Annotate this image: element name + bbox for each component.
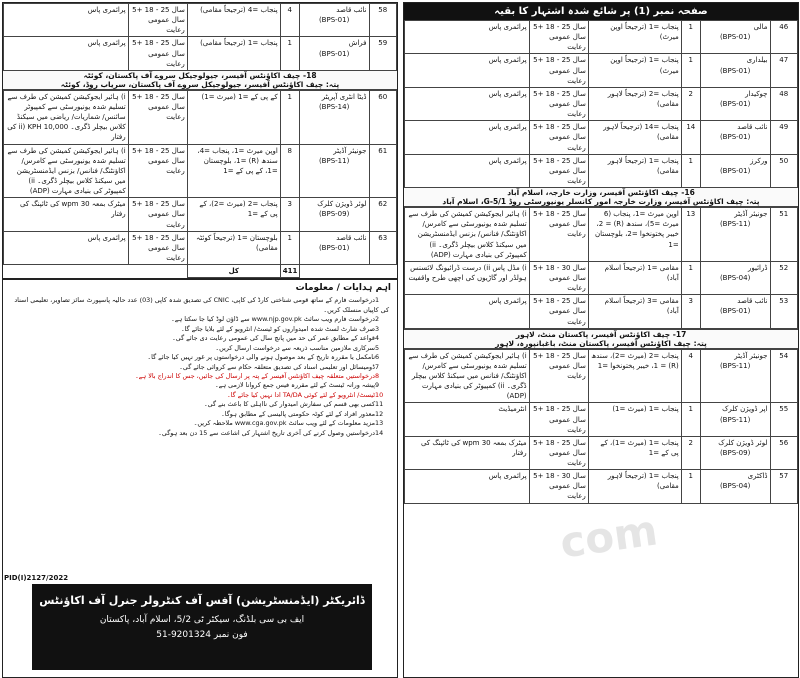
serial-number-cell: 49 xyxy=(770,121,798,154)
continuation-header: صفحہ نمبر (1) پر شائع شدہ اشتہار کا بقیہ xyxy=(404,3,798,20)
qualification-cell: پرائمری پاس xyxy=(4,231,129,264)
post-name-cell xyxy=(299,4,369,37)
vacancy-table-left-b xyxy=(3,90,397,278)
total-label: کل xyxy=(187,265,280,278)
pay-scale: (BPS-11) xyxy=(719,220,751,229)
instruction-item xyxy=(7,334,389,343)
pay-scale: (BPS-01) xyxy=(318,49,350,58)
pay-scale: (BPS-09) xyxy=(318,210,350,219)
total-value: 411 xyxy=(280,265,299,278)
post-name-cell xyxy=(700,87,770,120)
instruction-item xyxy=(7,325,389,334)
post-count-cell: 1 xyxy=(681,470,700,503)
post-title: نائب قاصد xyxy=(336,6,367,14)
instruction-text: درخواست فارم ویب سائٹ www.njp.gov.pk سے ڈاؤن لوڈ کیا جا سکتا ہے۔ xyxy=(171,315,375,324)
instruction-item xyxy=(7,419,389,428)
pay-scale: (BPS-01) xyxy=(318,243,350,252)
post-title: نائب قاصد xyxy=(737,123,768,132)
post-title: ورکرز xyxy=(750,156,768,165)
pay-scale: (BPS-01) xyxy=(719,166,751,175)
qualification-cell: پرائمری پاس xyxy=(405,470,530,503)
post-count-cell: 2 xyxy=(681,436,700,469)
qualification-cell: i) ہائیر ایجوکیشن کمیشن کی طرف سے تسلیم شدہ یونیورسٹی سے کامرس/ اکاؤنٹنگ/ فنانس/ بزنس ایڈمنسٹریشن میں سیکنڈ کلاس بیچلر ڈگری۔ ii) کمپیوٹر کی بنیادی مہارت (ADP) xyxy=(4,144,129,198)
qualification-cell: پرائمری پاس xyxy=(405,154,530,187)
post-count-cell: 14 xyxy=(681,121,700,154)
instruction-number: 4 xyxy=(375,334,380,343)
instruction-number: 8 xyxy=(375,371,380,380)
qualification-cell: میٹرک بمعہ wpm 30 کی ٹائپنگ کی رفتار xyxy=(405,436,530,469)
vacancy-table-left-a xyxy=(3,3,397,71)
post-title: جونیئر آڈیٹر xyxy=(333,146,367,155)
table-row xyxy=(405,436,798,469)
quota-cell: پنجاب =1 (میرٹ =1)، کے پی کے =1 xyxy=(588,436,681,469)
post-title: ڈیٹا انٹری آپریٹر xyxy=(321,92,367,101)
post-name-cell xyxy=(700,436,770,469)
quota-cell: پنجاب =2 (میرٹ =2)، کے پی کے =1 xyxy=(187,198,280,231)
instruction-item xyxy=(7,315,389,324)
instruction-item xyxy=(7,381,389,390)
post-name-cell xyxy=(700,54,770,87)
serial-number-cell: 57 xyxy=(770,470,798,503)
instruction-item xyxy=(7,410,389,419)
instruction-text: صرف شارٹ لسٹ شدہ امیدواروں کو ٹیسٹ/ انٹرویو کے لئے بلایا جائے گا۔ xyxy=(180,324,375,333)
post-title: چوکیدار xyxy=(745,89,768,98)
age-limit-cell: سال 25 - 18 +5 سال عمومی رعایت xyxy=(529,436,588,469)
table-row xyxy=(405,470,798,503)
instruction-number: 11 xyxy=(375,400,384,409)
post-name-cell xyxy=(700,295,770,328)
instruction-item xyxy=(7,391,389,400)
instruction-item xyxy=(7,296,389,315)
age-limit-cell: سال 25 - 18 +5 سال عمومی رعایت xyxy=(128,37,187,70)
age-limit-cell: سال 25 - 18 +5 سال عمومی رعایت xyxy=(529,21,588,54)
quota-cell: کے پی کے =1 (میرٹ =1) xyxy=(187,90,280,144)
quota-cell: پنجاب =4 (ترجیحاً مقامی) xyxy=(187,4,280,37)
watermark-text: com xyxy=(557,505,661,568)
pay-scale: (BPS-04) xyxy=(719,482,751,491)
instructions-heading: اہم ہدایات / معلومات xyxy=(3,278,397,296)
vacancy-table-right-c xyxy=(404,349,798,504)
post-name-cell xyxy=(299,37,369,70)
instruction-item xyxy=(7,363,389,372)
age-limit-cell: سال 25 - 18 +5 سال عمومی رعایت xyxy=(529,349,588,403)
instruction-text: ڈومیسائل اور تعلیمی اسناد کی تصدیق متعلقہ حکام سے کروائی جائے گی۔ xyxy=(179,362,375,371)
section-18-address: پتہ: چیف اکاؤنٹس آفیسر، جیولوجیکل سروے آف پاکستان، سریاب روڈ، کوئٹہ xyxy=(60,79,340,89)
section-16-title: 16- چیف اکاؤنٹس آفیسر، وزارت خارجہ، اسلام آباد xyxy=(507,188,695,198)
instruction-item xyxy=(7,429,389,438)
age-limit-cell: سال 25 - 18 +5 سال عمومی رعایت xyxy=(128,4,187,37)
qualification-cell: میٹرک بمعہ wpm 30 کی ٹائپنگ کی رفتار xyxy=(4,198,129,231)
instruction-number: 7 xyxy=(375,362,380,371)
post-name-cell xyxy=(299,231,369,264)
serial-number-cell: 52 xyxy=(770,261,798,294)
serial-number-cell: 47 xyxy=(770,54,798,87)
qualification-cell: پرائمری پاس xyxy=(405,87,530,120)
serial-number-cell: 46 xyxy=(770,21,798,54)
post-count-cell: 2 xyxy=(681,87,700,120)
instruction-number: 12 xyxy=(375,409,384,418)
qualification-cell: پرائمری پاس xyxy=(4,37,129,70)
serial-number-cell: 62 xyxy=(369,198,397,231)
serial-number-cell: 54 xyxy=(770,349,798,403)
instruction-number: 9 xyxy=(375,381,380,390)
age-limit-cell: سال 25 - 18 +5 سال عمومی رعایت xyxy=(529,121,588,154)
serial-number-cell: 48 xyxy=(770,87,798,120)
age-limit-cell: سال 25 - 18 +5 سال عمومی رعایت xyxy=(128,90,187,144)
quota-cell: پنجاب =1 (میرٹ =1) xyxy=(588,403,681,436)
instruction-number: 3 xyxy=(375,324,380,333)
footer-office-name: ڈائریکٹر (ایڈمنسٹریشن) آفس آف کنٹرولر جنرل آف اکاؤنٹس xyxy=(39,594,365,607)
post-count-cell: 3 xyxy=(280,198,299,231)
total-row xyxy=(4,265,397,278)
post-title: ڈاکٹری xyxy=(747,472,768,481)
table-row xyxy=(4,144,397,198)
footer-address: ایف بی سی بلڈنگ، سیکٹر ٹی 5/2، اسلام آباد، پاکستان xyxy=(99,615,305,625)
instruction-text: ٹیسٹ/ انٹرویو کے لئے کوئی TA/DA ادا نہیں کیا جائے گا۔ xyxy=(226,390,375,399)
qualification-cell: پرائمری پاس xyxy=(405,54,530,87)
pay-scale: (BPS-09) xyxy=(719,448,751,457)
serial-number-cell: 63 xyxy=(369,231,397,264)
post-title: جونیئر آڈیٹر xyxy=(734,210,768,219)
pay-scale: (BPS-01) xyxy=(719,99,751,108)
table-row xyxy=(405,261,798,294)
pay-scale: (BPS-11) xyxy=(719,415,751,424)
instruction-text: پیشہ ورانہ ٹیسٹ کے لئے مقررہ فیس جمع کروانا لازمی ہے۔ xyxy=(214,381,375,390)
post-title: ڈرائیور xyxy=(748,263,768,272)
pay-scale: (BPS-01) xyxy=(719,307,751,316)
table-row xyxy=(4,231,397,264)
qualification-cell: انٹرمیڈیٹ xyxy=(405,403,530,436)
table-row xyxy=(405,295,798,328)
age-limit-cell: سال 25 - 18 +5 سال عمومی رعایت xyxy=(529,295,588,328)
pay-scale: (BPS-01) xyxy=(719,33,751,42)
table-row xyxy=(405,87,798,120)
serial-number-cell: 60 xyxy=(369,90,397,144)
serial-number-cell: 61 xyxy=(369,144,397,198)
post-title: نائب قاصد xyxy=(336,233,367,242)
post-name-cell xyxy=(700,403,770,436)
instruction-text: درخواستیں متعلقہ چیف اکاؤنٹس آفیسر کے پتہ پر ارسال کی جائیں، جس کا اندراج بالا ہے۔ xyxy=(134,371,375,380)
quota-cell: اوپن میرٹ =1، پنجاب (6 میرٹ =5)، سندھ (R) = 2، خیبر پختونخوا =2، بلوچستان =1 xyxy=(588,208,681,262)
pay-scale: (BPS-11) xyxy=(719,361,751,370)
section-16-heading xyxy=(404,188,798,207)
table-row xyxy=(405,208,798,262)
post-title: جونیئر آڈیٹر xyxy=(734,351,768,360)
serial-number-cell: 58 xyxy=(369,4,397,37)
instruction-number: 14 xyxy=(375,428,384,437)
post-name-cell xyxy=(700,470,770,503)
pay-scale: (BPS-01) xyxy=(719,66,751,75)
instruction-item xyxy=(7,344,389,353)
office-address-footer xyxy=(32,584,372,670)
instruction-item xyxy=(7,372,389,381)
age-limit-cell: سال 30 - 18 +5 سال عمومی رعایت xyxy=(529,261,588,294)
post-count-cell: 1 xyxy=(681,154,700,187)
qualification-cell: پرائمری پاس xyxy=(405,121,530,154)
post-count-cell: 13 xyxy=(681,208,700,262)
post-count-cell: 1 xyxy=(681,54,700,87)
table-row xyxy=(4,90,397,144)
table-row xyxy=(4,198,397,231)
instruction-text: درخواست فارم کے ساتھ قومی شناختی کارڈ کی کاپی، CNIC کی تصدیق شدہ کاپی (03) عدد حالیہ پاسپورٹ سائز تصاویر، تعلیمی اسناد کی کاپیاں منسلک کریں۔ xyxy=(14,296,389,314)
post-count-cell: 8 xyxy=(280,144,299,198)
instruction-number: 13 xyxy=(375,419,384,428)
table-row xyxy=(405,154,798,187)
instruction-text: سرکاری ملازمین مناسب ذریعہ سے درخواست ارسال کریں۔ xyxy=(215,343,375,352)
instruction-text: نامکمل یا مقررہ تاریخ کے بعد موصول ہونے والی درخواستوں پر غور نہیں کیا جائے گا۔ xyxy=(147,353,375,362)
post-count-cell: 4 xyxy=(681,349,700,403)
quota-cell: مقامی =1 (ترجیحاً اسلام آباد) xyxy=(588,261,681,294)
table-row xyxy=(405,54,798,87)
post-count-cell: 1 xyxy=(681,21,700,54)
age-limit-cell: سال 25 - 18 +5 سال عمومی رعایت xyxy=(128,144,187,198)
pay-scale: (BPS-14) xyxy=(318,102,350,111)
qualification-cell: پرائمری پاس xyxy=(4,4,129,37)
age-limit-cell: سال 25 - 18 +5 سال عمومی رعایت xyxy=(529,154,588,187)
quota-cell: اوپن میرٹ =1، پنجاب =4، سندھ (R) =1، بلوچستان =1، کے پی کے =1 xyxy=(187,144,280,198)
quota-cell: پنجاب =1 (ترجیحاً لاہور مقامی) xyxy=(588,154,681,187)
post-title: مالی xyxy=(753,23,768,31)
pay-scale: (BPS-04) xyxy=(719,273,751,282)
quota-cell: بلوچستان =1 (ترجیحاً کوئٹہ مقامی) xyxy=(187,231,280,264)
vacancy-table-right-a xyxy=(404,20,798,188)
section-17-title: 17- چیف اکاؤنٹس آفیسر، پاکستان منٹ، لاہور xyxy=(515,329,687,339)
instruction-item xyxy=(7,353,389,362)
post-title: نائب قاصد xyxy=(737,297,768,306)
instruction-number: 10 xyxy=(375,390,384,399)
pay-scale: (BPS-01) xyxy=(719,133,751,142)
vacancy-table-right-b xyxy=(404,207,798,329)
post-title: لوئر ڈویژن کلرک xyxy=(718,438,768,447)
post-title: فراش xyxy=(348,39,367,48)
quota-cell: پنجاب =1 (ترجیحاً اوپن میرٹ) xyxy=(588,21,681,54)
quota-cell: پنجاب =1 (ترجیحاً لاہور مقامی) xyxy=(588,470,681,503)
post-name-cell xyxy=(700,154,770,187)
table-row xyxy=(4,4,397,37)
qualification-cell: i) ہائیر ایجوکیشن کمیشن کی طرف سے تسلیم شدہ یونیورسٹی سے کامرس/ اکاؤنٹنگ/ فنانس میں سیکنڈ کلاس بیچلر ڈگری۔ ii) کمپیوٹر کی بنیادی مہارت (ADP) xyxy=(405,349,530,403)
post-name-cell xyxy=(299,90,369,144)
post-count-cell: 1 xyxy=(681,261,700,294)
instruction-number: 2 xyxy=(375,315,380,324)
quota-cell: پنجاب =1 (ترجیحاً اوپن میرٹ) xyxy=(588,54,681,87)
age-limit-cell: سال 25 - 18 +5 سال عمومی رعایت xyxy=(529,54,588,87)
post-title: اپر ڈویژن کلرک xyxy=(722,405,768,414)
table-row xyxy=(405,349,798,403)
table-row xyxy=(405,21,798,54)
table-row xyxy=(405,121,798,154)
pid-number: PID(I)2127/2022 xyxy=(4,574,69,582)
serial-number-cell: 51 xyxy=(770,208,798,262)
section-18-heading xyxy=(3,71,397,90)
section-16-address: پتہ: چیف اکاؤنٹس آفیسر، وزارت خارجہ امور کانسلر یونیورسٹی روڈ G-5/1، اسلام آباد xyxy=(442,197,760,207)
serial-number-cell: 59 xyxy=(369,37,397,70)
post-count-cell: 1 xyxy=(280,90,299,144)
post-name-cell xyxy=(700,208,770,262)
quota-cell: پنجاب =1 (ترجیحاً مقامی) xyxy=(187,37,280,70)
footer-phone: فون نمبر 9201324-51 xyxy=(156,630,248,640)
age-limit-cell: سال 25 - 18 +5 سال عمومی رعایت xyxy=(529,87,588,120)
instructions-list xyxy=(3,296,397,438)
quota-cell: پنجاب =14 (ترجیحاً لاہور مقامی) xyxy=(588,121,681,154)
instruction-text: کسی بھی قسم کی سفارش امیدوار کی نااہلی کا باعث بنے گی۔ xyxy=(203,400,375,409)
serial-number-cell: 55 xyxy=(770,403,798,436)
post-count-cell: 4 xyxy=(280,4,299,37)
post-title: بیلداری xyxy=(746,56,768,65)
post-count-cell: 1 xyxy=(280,231,299,264)
post-name-cell xyxy=(700,21,770,54)
post-count-cell: 3 xyxy=(681,295,700,328)
age-limit-cell: سال 30 - 18 +5 سال عمومی رعایت xyxy=(529,470,588,503)
post-count-cell: 1 xyxy=(681,403,700,436)
serial-number-cell: 56 xyxy=(770,436,798,469)
right-advertisement-panel xyxy=(403,2,799,678)
age-limit-cell: سال 25 - 18 +5 سال عمومی رعایت xyxy=(529,403,588,436)
post-count-cell: 1 xyxy=(280,37,299,70)
section-17-address: پتہ: چیف اکاؤنٹس آفیسر، پاکستان منٹ، باغبانپورہ، لاہور xyxy=(495,338,707,348)
serial-number-cell: 50 xyxy=(770,154,798,187)
qualification-cell: i) مڈل پاس ii) درست ڈرائیونگ لائسنس ہولڈر اور گاڑیوں کی اچھی طرح واقفیت xyxy=(405,261,530,294)
section-18-title: 18- چیف اکاؤنٹس آفیسر، جیولوجیکل سروے آف پاکستان، کوئٹہ xyxy=(83,70,317,80)
instruction-item xyxy=(7,400,389,409)
qualification-cell: i) ہائیر ایجوکیشن کمیشن کی طرف سے تسلیم شدہ یونیورسٹی سے کمپیوٹر سائنس/ شماریات/ ریاضی میں سیکنڈ کلاس بیچلر ڈگری۔ ii) KPH 10,000 کی رفتار xyxy=(4,90,129,144)
post-name-cell xyxy=(700,349,770,403)
qualification-cell: پرائمری پاس xyxy=(405,295,530,328)
qualification-cell: i) ہائیر ایجوکیشن کمیشن کی طرف سے تسلیم شدہ یونیورسٹی سے کامرس/ اکاؤنٹنگ/ فنانس/ بزنس ایڈمنسٹریشن میں سیکنڈ کلاس بیچلر ڈگری۔ ii) کمپیوٹر کی بنیادی مہارت (ADP) xyxy=(405,208,530,262)
age-limit-cell: سال 25 - 18 +5 سال عمومی رعایت xyxy=(529,208,588,262)
table-row xyxy=(405,403,798,436)
instruction-number: 1 xyxy=(375,296,380,305)
table-row xyxy=(4,37,397,70)
instruction-number: 6 xyxy=(375,353,380,362)
section-17-heading xyxy=(404,329,798,349)
age-limit-cell: سال 25 - 18 +5 سال عمومی رعایت xyxy=(128,198,187,231)
qualification-cell: پرائمری پاس xyxy=(405,21,530,54)
post-name-cell xyxy=(700,121,770,154)
instruction-number: 5 xyxy=(375,343,380,352)
pay-scale: (BPS-11) xyxy=(318,156,350,165)
post-name-cell xyxy=(700,261,770,294)
post-name-cell xyxy=(299,144,369,198)
instruction-text: درخواستیں وصول کرنے کی آخری تاریخ اشتہار کی اشاعت سے 15 دن بعد ہوگی۔ xyxy=(158,428,375,437)
quota-cell: پنجاب =2 (ترجیحاً لاہور مقامی) xyxy=(588,87,681,120)
post-title: لوئر ڈویژن کلرک xyxy=(317,200,367,209)
quota-cell: پنجاب =2 (میرٹ =2)، سندھ (R) = 1، خیبر پختونخوا =1 xyxy=(588,349,681,403)
age-limit-cell: سال 25 - 18 +5 سال عمومی رعایت xyxy=(128,231,187,264)
instruction-text: قواعد کے مطابق عمر کی حد میں پانچ سال کی عمومی رعایت دی جائے گی۔ xyxy=(172,334,375,343)
post-name-cell xyxy=(299,198,369,231)
instruction-text: معذور افراد کے لئے کوٹہ حکومتی پالیسی کے مطابق ہوگا۔ xyxy=(221,409,375,418)
instruction-text: مزید معلومات کے لئے ویب سائٹ www.cga.gov.pk ملاحظہ کریں۔ xyxy=(193,419,375,428)
serial-number-cell: 53 xyxy=(770,295,798,328)
pay-scale: (BPS-01) xyxy=(318,16,350,25)
quota-cell: مقامی =3 (ترجیحاً اسلام آباد) xyxy=(588,295,681,328)
